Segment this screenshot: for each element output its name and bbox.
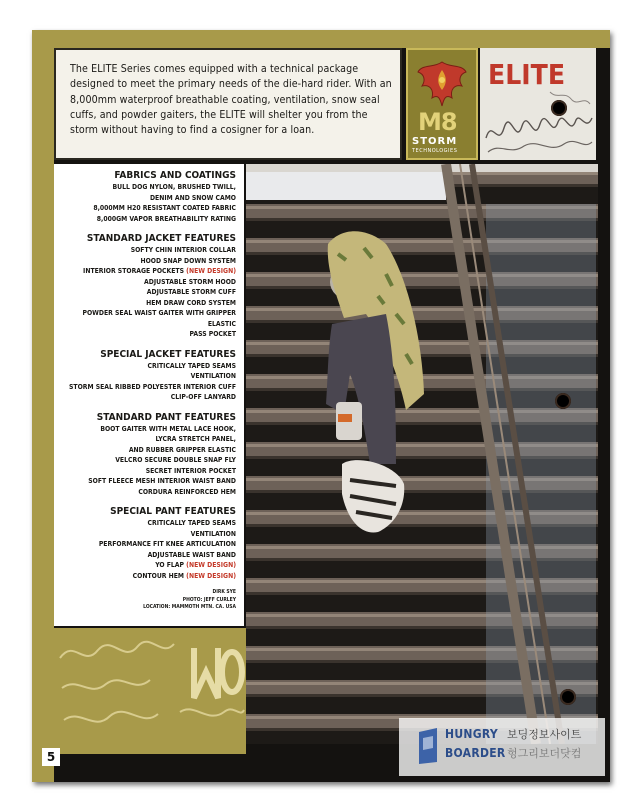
feature-item <box>56 277 236 288</box>
feature-text: DENIM AND SNOW CAMO <box>149 193 236 202</box>
section-title: SPECIAL PANT FEATURES <box>110 506 236 517</box>
feature-item <box>56 424 236 435</box>
feature-text: CONTOUR HEM <box>132 571 185 580</box>
rider-photo <box>246 164 598 744</box>
feature-item <box>56 287 236 298</box>
hungry-boarder-logo-icon <box>415 726 441 766</box>
feature-item <box>56 371 236 382</box>
feature-item <box>56 361 236 372</box>
feature-item <box>56 560 236 571</box>
watermark-ko-line2: 헝그리보더닷컴 <box>507 747 582 760</box>
feature-item <box>56 266 236 277</box>
feature-item <box>56 203 236 214</box>
new-design-note: (NEW DESIGN) <box>186 267 236 275</box>
logo-storm: STORM <box>412 136 458 147</box>
feature-text: HOOD SNAP DOWN SYSTEM <box>140 256 236 265</box>
section-title: STANDARD PANT FEATURES <box>96 411 236 423</box>
binder-hole-bottom <box>560 689 576 705</box>
feature-text: INTERIOR STORAGE POCKETS <box>83 267 185 275</box>
graffiti-panel <box>54 628 246 754</box>
intro-box <box>54 48 402 160</box>
feature-item <box>56 214 236 225</box>
feature-text: VENTILATION <box>190 372 236 380</box>
feature-text: AND RUBBER GRIPPER ELASTIC <box>128 445 236 454</box>
feature-text: 8,000GM VAPOR BREATHABILITY RATING <box>96 214 236 223</box>
feature-text: YO FLAP <box>155 561 185 569</box>
logo-tech: TECHNOLOGIES <box>412 148 458 154</box>
watermark-en-line2: BOARDER <box>445 746 506 760</box>
feature-item <box>56 445 236 456</box>
feature-item <box>56 539 236 550</box>
section-title: STANDARD JACKET FEATURES <box>86 233 236 244</box>
series-title: ELITE <box>488 58 566 91</box>
feature-item <box>56 182 236 193</box>
feature-item <box>56 487 236 498</box>
binder-hole-top <box>551 100 567 116</box>
credit-rider: DIRK SYE <box>212 589 236 595</box>
feature-item <box>56 466 236 477</box>
site-watermark <box>399 718 605 776</box>
feature-item <box>56 298 236 309</box>
feature-text: CLIP-OFF LANYARD <box>170 393 236 401</box>
feature-text: CRITICALLY TAPED SEAMS <box>147 519 236 527</box>
feature-text: SECRET INTERIOR POCKET <box>145 466 236 475</box>
feature-item <box>56 529 236 540</box>
rider-on-stairs-image <box>246 164 598 744</box>
new-design-note: (NEW DESIGN) <box>186 561 236 569</box>
feature-item <box>56 434 236 445</box>
photo-credits <box>56 589 236 612</box>
feature-text: ADJUSTABLE STORM CUFF <box>146 288 236 296</box>
binder-hole-middle <box>555 393 571 409</box>
watermark-en-line1: HUNGRY <box>445 727 498 741</box>
logo-mark: M8 <box>418 108 457 136</box>
features-list <box>56 170 236 612</box>
feature-item <box>56 571 236 582</box>
new-design-note: (NEW DESIGN) <box>186 571 236 580</box>
feature-item <box>56 392 236 403</box>
m8-graffiti-icon <box>54 628 246 754</box>
feature-item <box>56 550 236 561</box>
feature-text: HEM DRAW CORD SYSTEM <box>146 298 236 307</box>
feature-item <box>56 455 236 466</box>
feature-item <box>56 193 236 204</box>
feature-item <box>56 308 236 329</box>
feature-text: VENTILATION <box>190 529 236 538</box>
elite-title-panel <box>480 48 596 160</box>
credit-location: LOCATION: MAMMOTH MTN. CA. USA <box>143 604 236 610</box>
feature-text: PASS POCKET <box>189 330 236 338</box>
feature-text: PERFORMANCE FIT KNEE ARTICULATION <box>98 540 236 548</box>
olive-left-strip <box>32 30 54 782</box>
feature-text: LYCRA STRETCH PANEL, <box>155 435 236 443</box>
feature-text: ADJUSTABLE STORM HOOD <box>144 277 236 286</box>
feature-text: SOFT FLEECE MESH INTERIOR WAIST BAND <box>88 477 236 485</box>
feature-text: CRITICALLY TAPED SEAMS <box>147 361 236 370</box>
feature-text: STORM SEAL RIBBED POLYESTER INTERIOR CUFF <box>69 382 236 391</box>
feature-text: SOFTY CHIN INTERIOR COLLAR <box>130 246 236 254</box>
watermark-ko-line1: 보딩정보사이트 <box>507 728 582 741</box>
page-number: 5 <box>42 748 60 766</box>
intro-text: The ELITE Series comes equipped with a technical package designed to meet the primary needs of the die-hard rider. With an 8,000mm waterproof breathable coating, ventilation, snow seal cuffs, and powder gaiters, the ELITE will shelter you from the storm without having to find a cosigner for a loan. <box>70 63 392 137</box>
olive-top-strip <box>32 30 610 48</box>
feature-item <box>56 329 236 340</box>
features-panel <box>54 164 244 626</box>
feature-text: VELCRO SECURE DOUBLE SNAP FLY <box>115 456 236 464</box>
feature-item <box>56 382 236 393</box>
feature-item <box>56 518 236 529</box>
m8-storm-logo <box>406 48 478 160</box>
feature-text: BOOT GAITER WITH METAL LACE HOOK, <box>100 424 236 433</box>
feature-item <box>56 256 236 267</box>
feature-text: 8,000MM H20 RESISTANT COATED FABRIC <box>93 204 236 212</box>
feature-item <box>56 245 236 256</box>
credit-photo: PHOTO: JEFF CURLEY <box>182 596 236 603</box>
feature-text: ADJUSTABLE WAIST BAND <box>147 550 236 559</box>
feature-text: BULL DOG NYLON, BRUSHED TWILL, <box>112 183 236 191</box>
section-title: SPECIAL JACKET FEATURES <box>100 348 236 360</box>
feature-text: CORDURA REINFORCED HEM <box>138 487 236 496</box>
section-title: FABRICS AND COATINGS <box>114 170 236 181</box>
feature-text: POWDER SEAL WAIST GAITER WITH GRIPPER ELASTIC <box>82 309 236 328</box>
feature-item <box>56 476 236 487</box>
